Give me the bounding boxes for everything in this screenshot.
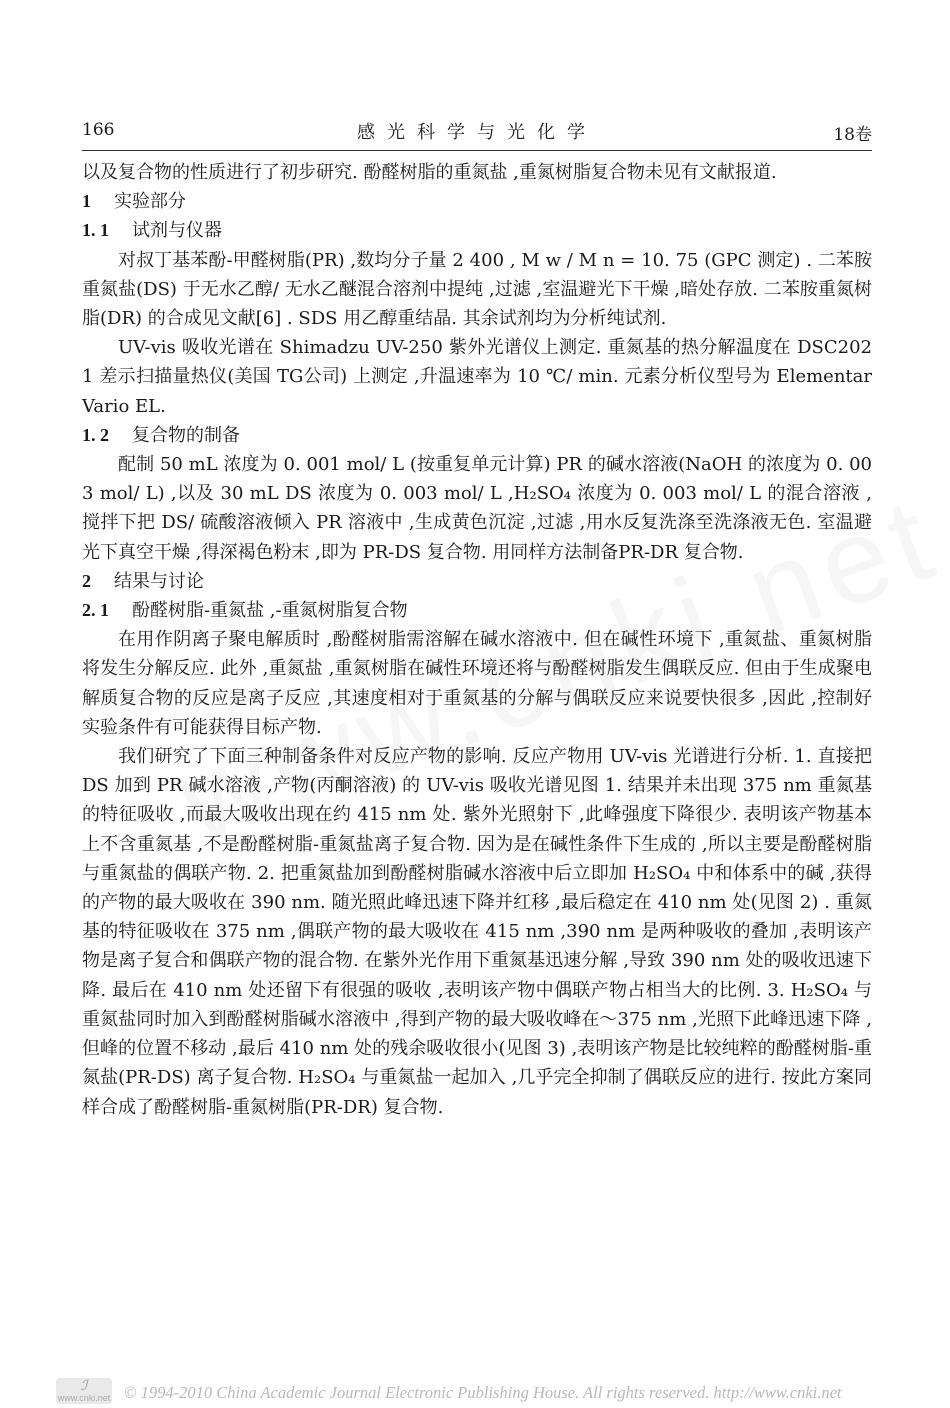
cnki-logo-text: www.cnki.net xyxy=(57,1393,111,1403)
page-number: 166 xyxy=(82,120,115,140)
section-heading-1 xyxy=(82,187,872,216)
section-number: 2 xyxy=(82,570,91,591)
section-number: 1 xyxy=(82,191,91,212)
paragraph-preparation: 配制 50 mL 浓度为 0. 001 mol/ L (按重复单元计算) PR 的碱水溶液(NaOH 的浓度为 0. 003 mol/ L) ,以及 30 mL DS 浓度为 0. 003 mol/ L ,H₂SO₄ 浓度为 0. 003 mol/ L 的混合溶液 ,搅拌下把 DS/ 硫酸溶液倾入 PR 溶液中 ,生成黄色沉淀 ,过滤 ,用水反复洗涤至洗涤液无色. 室温避光下真空干燥 ,得深褐色粉末 ,即为 PR-DS 复合物. 用同样方法制备PR-DR 复合物. xyxy=(82,454,872,563)
section-number: 1. 1 xyxy=(82,220,109,241)
volume-label: 18卷 xyxy=(833,125,872,145)
section-title: 结果与讨论 xyxy=(114,570,204,592)
copyright-notice: © 1994-2010 China Academic Journal Electronic Publishing House. All rights reserved. http://www.cnki.net xyxy=(124,1383,842,1402)
journal-title: 感光科学与光化学 xyxy=(357,122,597,143)
paragraph-discussion-1: 在用作阴离子聚电解质时 ,酚醛树脂需溶解在碱水溶液中. 但在碱性环境下 ,重氮盐、重氮树脂将发生分解反应. 此外 ,重氮盐 ,重氮树脂在碱性环境还将与酚醛树脂发生偶联反应. 但由于生成聚电解质复合物的反应是离子反应 ,其速度相对于重氮基的分解与偶联反应来说要快很多 ,因此 ,控制好实验条件有可能获得目标产物. xyxy=(82,629,872,738)
cnki-logo xyxy=(56,1378,112,1404)
page-footer xyxy=(0,1378,950,1408)
running-header xyxy=(82,118,872,146)
subsection-heading-1-2 xyxy=(82,421,872,450)
subsection-heading-2-1 xyxy=(82,596,872,625)
section-number: 2. 1 xyxy=(82,600,109,621)
subsection-heading-1-1 xyxy=(82,216,872,245)
article-body xyxy=(82,158,872,1122)
section-heading-2 xyxy=(82,567,872,596)
paragraph-discussion-2: 我们研究了下面三种制备条件对反应产物的影响. 反应产物用 UV-vis 光谱进行分析. 1. 直接把 DS 加到 PR 碱水溶液 ,产物(丙酮溶液) 的 UV-vis 吸收光谱见图 1. 结果并未出现 375 nm 重氮基的特征吸收 ,而最大吸收出现在约 415 nm 处. 紫外光照射下 ,此峰强度下降很少. 表明该产物基本上不含重氮基 ,不是酚醛树脂-重氮盐离子复合物. 因为是在碱性条件下生成的 ,所以主要是酚醛树脂与重氮盐的偶联产物. 2. 把重氮盐加到酚醛树脂碱水溶液中后立即加 H₂SO₄ 中和体系中的碱 ,获得的产物的最大吸收在 390 nm. 随光照此峰迅速下降并红移 ,最后稳定在 410 nm 处(见图 2) . 重氮基的特征吸收在 375 nm ,偶联产物的最大吸收在 415 nm ,390 nm 是两种吸收的叠加 ,表明该产物是离子复合和偶联产物的混合物. 在紫外光作用下重氮基迅速分解 ,导致 390 nm 处的吸收迅速下降. 最后在 410 nm 处还留下有很强的吸收 ,表明该产物中偶联产物占相当大的比例. 3. H₂SO₄ 与重氮盐同时加入到酚醛树脂碱水溶液中 ,得到产物的最大吸收峰在～375 nm ,光照下此峰迅速下降 ,但峰的位置不移动 ,最后 410 nm 处的残余吸收很小(见图 3) ,表明该产物是比较纯粹的酚醛树脂-重氮盐(PR-DS) 离子复合物. H₂SO₄ 与重氮盐一起加入 ,几乎完全抑制了偶联反应的进行. 按此方案同样合成了酚醛树脂-重氮树脂(PR-DR) 复合物. xyxy=(82,746,872,1118)
paragraph-instruments: UV-vis 吸收光谱在 Shimadzu UV-250 紫外光谱仪上测定. 重氮基的热分解温度在 DSC2021 差示扫描量热仪(美国 TG公司) 上测定 ,升温速率为 10 ℃/ min. 元素分析仪型号为 Elementar Vario EL. xyxy=(82,337,872,417)
paragraph-continued: 以及复合物的性质进行了初步研究. 酚醛树脂的重氮盐 ,重氮树脂复合物未见有文献报道. xyxy=(82,162,777,183)
header-rule xyxy=(82,150,872,151)
section-number: 1. 2 xyxy=(82,424,109,445)
section-title: 试剂与仪器 xyxy=(132,220,222,242)
section-title: 酚醛树脂-重氮盐 ,-重氮树脂复合物 xyxy=(132,600,408,622)
cnki-logo-icon: ℐ xyxy=(80,1377,88,1393)
section-title: 实验部分 xyxy=(114,191,186,213)
section-title: 复合物的制备 xyxy=(132,424,240,446)
paragraph-reagents: 对叔丁基苯酚-甲醛树脂(PR) ,数均分子量 2 400 , M w / M n = 10. 75 (GPC 测定) . 二苯胺重氮盐(DS) 于无水乙醇/ 无水乙醚混合溶剂中提纯 ,过滤 ,室温避光下干燥 ,暗处存放. 二苯胺重氮树脂(DR) 的合成见文献[6] . SDS 用乙醇重结晶. 其余试剂均为分析纯试剂. xyxy=(82,249,872,330)
